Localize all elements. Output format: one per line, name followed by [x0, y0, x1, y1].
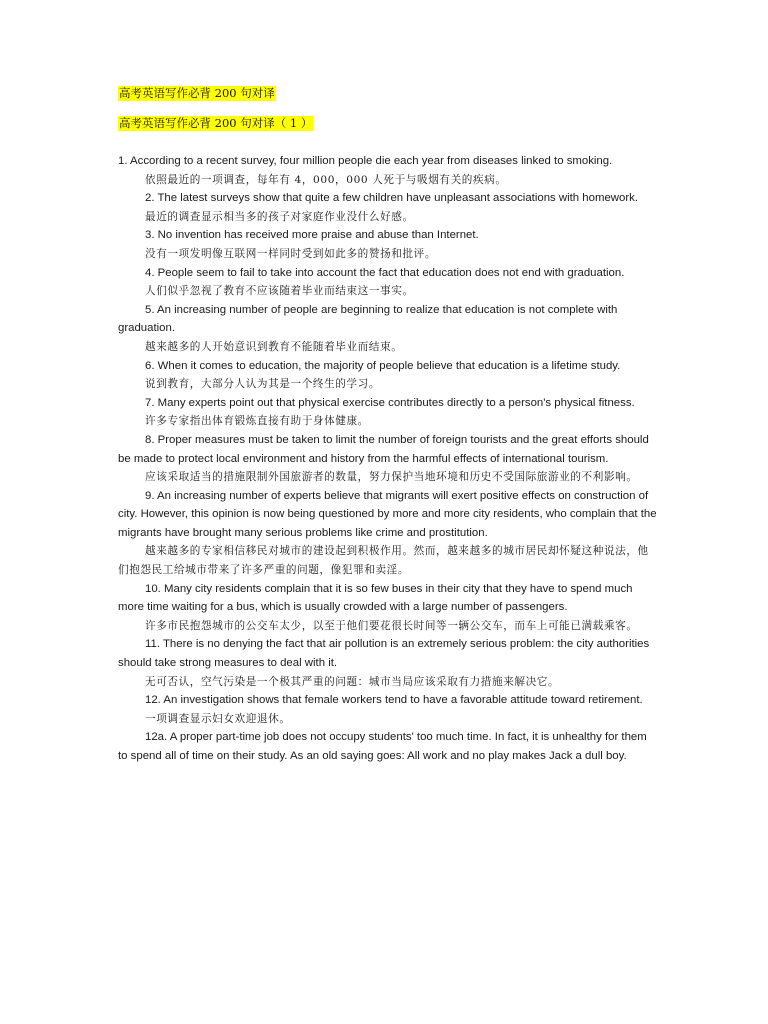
chinese-translation: 最近的调查显示相当多的孩子对家庭作业没什么好感。 [145, 210, 414, 223]
list-item [118, 226, 658, 263]
chinese-translation: 依照最近的一项调查，每年有 4，000，000 人死于与吸烟有关的疾病。 [145, 173, 507, 186]
english-sentence: 3. No invention has received more praise and abuse than Internet. [145, 229, 479, 242]
chinese-translation: 一项调查显示妇女欢迎退休。 [145, 712, 291, 725]
chinese-translation: 没有一项发明像互联网一样同时受到如此多的赞扬和批评。 [145, 247, 437, 260]
english-sentence: 12a. A proper part-time job does not occupy students' too much time. In fact, it is unhealthy for them to spend all of time on their study. As an old saying goes: All work and no play makes Jack a dull boy. [118, 731, 647, 762]
list-item [118, 431, 658, 487]
english-sentence: 12. An investigation shows that female workers tend to have a favorable attitude toward retirement. [145, 694, 643, 707]
english-sentence: 9. An increasing number of experts believe that migrants will exert positive effects on construction of city. However, this opinion is now being questioned by more and more city residents, who complain that the migrants have brought many serious problems like crime and prostitution. [118, 489, 657, 539]
english-sentence: 10. Many city residents complain that it is so few buses in their city that they have to spend much more time waiting for a bus, which is usually crowded with a large number of passengers. [118, 582, 633, 614]
chinese-translation: 许多专家指出体育锻炼直接有助于身体健康。 [145, 415, 369, 428]
english-sentence: 6. When it comes to education, the majority of people believe that education is a lifetime study. [145, 359, 621, 372]
document-title: 高考英语写作必背 200 句对译 [119, 86, 275, 100]
list-item [118, 580, 658, 636]
chinese-translation: 人们似乎忽视了教育不应该随着毕业而结束这一事实。 [145, 285, 414, 298]
chinese-translation: 许多市民抱怨城市的公交车太少，以至于他们要花很长时间等一辆公交车，而车上可能已满载乘客。 [145, 619, 638, 632]
chinese-translation: 越来越多的人开始意识到教育不能随着毕业而结束。 [145, 340, 403, 353]
sentence-list [118, 152, 658, 766]
chinese-translation: 说到教育，大部分人认为其是一个终生的学习。 [145, 378, 381, 391]
list-item [118, 691, 658, 728]
chinese-translation: 无可否认，空气污染是一个极其严重的问题：城市当局应该采取有力措施来解决它。 [145, 675, 560, 688]
english-sentence: 5. An increasing number of people are beginning to realize that education is not complete with graduation. [118, 303, 618, 335]
list-item [118, 264, 658, 301]
list-item [118, 189, 658, 226]
list-item [118, 357, 658, 394]
section-title: 高考英语写作必背 200 句对译（ 1 ） [119, 116, 313, 130]
list-item [118, 394, 658, 431]
english-sentence: 1. According to a recent survey, four million people die each year from diseases linked to smoking. [118, 155, 613, 167]
list-item [118, 728, 658, 765]
list-item [118, 152, 658, 189]
english-sentence: 8. Proper measures must be taken to limit the number of foreign tourists and the great efforts should be made to protect local environment and history from the harmful effects of international tourism. [118, 433, 649, 465]
english-sentence: 4. People seem to fail to take into account the fact that education does not end with graduation. [145, 266, 625, 279]
english-sentence: 7. Many experts point out that physical exercise contributes directly to a person's physical fitness. [145, 396, 635, 409]
english-sentence: 2. The latest surveys show that quite a few children have unpleasant associations with homework. [145, 192, 639, 205]
list-item [118, 301, 658, 357]
chinese-translation: 应该采取适当的措施限制外国旅游者的数量，努力保护当地环境和历史不受国际旅游业的不利影响。 [145, 471, 638, 484]
list-item [118, 635, 658, 691]
list-item [118, 487, 658, 580]
chinese-translation: 越来越多的专家相信移民对城市的建设起到积极作用。然而，越来越多的城市居民却怀疑这种说法，他们抱怨民工给城市带来了许多严重的问题，像犯罪和卖淫。 [118, 545, 649, 577]
english-sentence: 11. There is no denying the fact that air pollution is an extremely serious problem: the city authorities should take strong measures to deal with it. [118, 638, 650, 670]
